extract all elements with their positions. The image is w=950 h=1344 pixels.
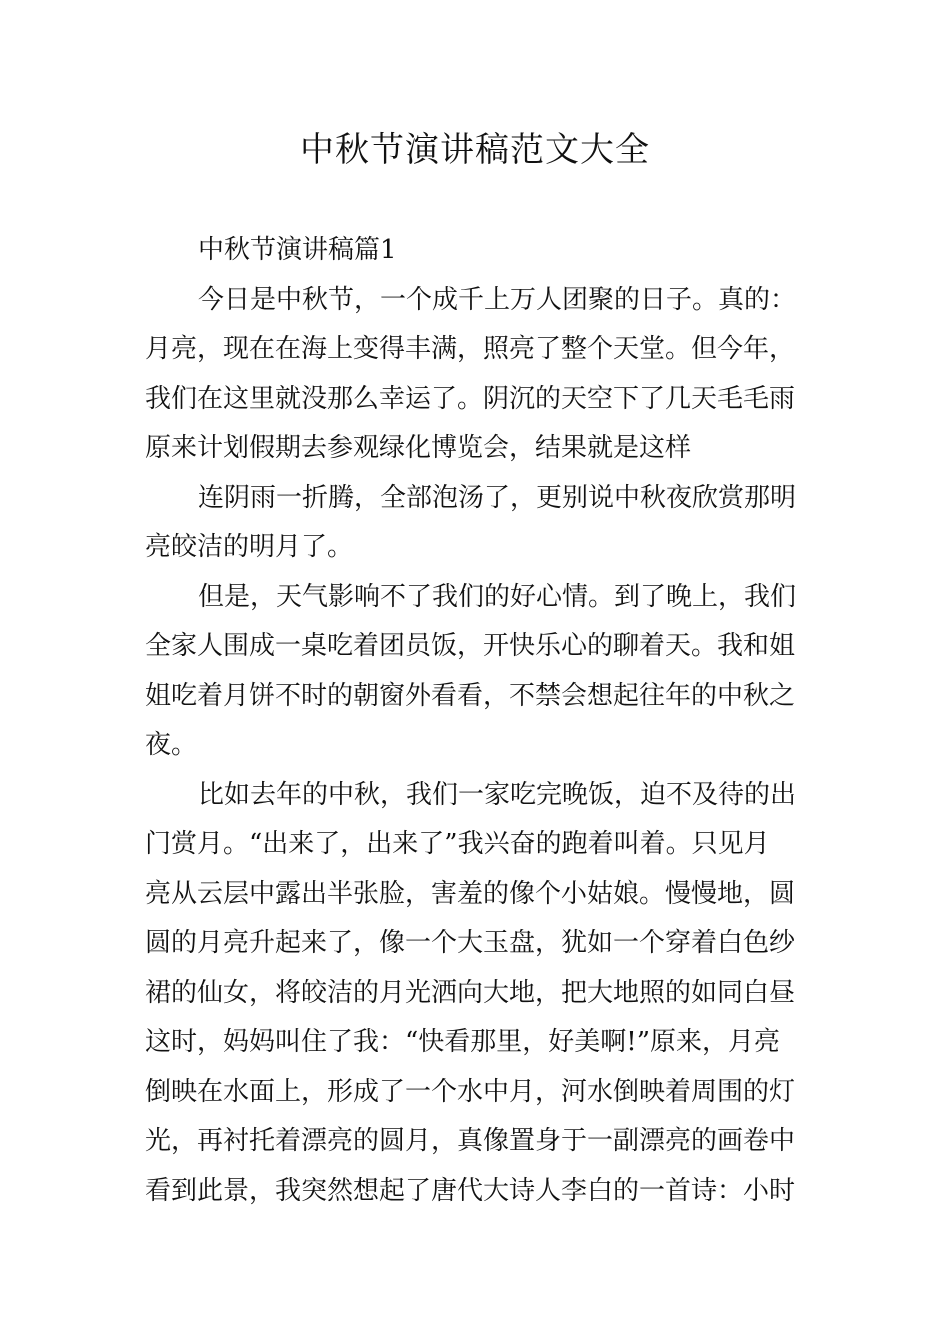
text-line: 夜。 xyxy=(145,730,198,760)
text-line: 光，再衬托着漂亮的圆月，真像置身于一副漂亮的画卷中 xyxy=(145,1126,796,1156)
section-heading: 中秋节演讲稿篇1 xyxy=(198,235,397,265)
text-line: 姐吃着月饼不时的朝窗外看看，不禁会想起往年的中秋之 xyxy=(145,680,796,711)
text-line: 裙的仙女，将皎洁的月光洒向大地，把大地照的如同白昼 xyxy=(145,977,796,1008)
text-line: 看到此景，我突然想起了唐代大诗人李白的一首诗：小时 xyxy=(145,1175,796,1206)
text-line: 我们在这里就没那么幸运了。阴沉的天空下了几天毛毛雨 xyxy=(145,383,796,414)
document-body xyxy=(145,226,805,1216)
text-line: 月亮，现在在海上变得丰满，照亮了整个天堂。但今年， xyxy=(145,334,796,364)
text-line: 亮从云层中露出半张脸，害羞的像个小姑娘。慢慢地，圆 xyxy=(145,878,796,909)
text-line: 门赏月。“出来了，出来了”我兴奋的跑着叫着。只见月 xyxy=(145,829,770,859)
text-line: 今日是中秋节，一个成千上万人团聚的日子。真的： xyxy=(198,284,797,315)
text-line: 这时，妈妈叫住了我：“快看那里，好美啊!”原来，月亮 xyxy=(145,1027,781,1057)
text-line: 倒映在水面上，形成了一个水中月，河水倒映着周围的灯 xyxy=(145,1076,796,1107)
document-title: 中秋节演讲稿范文大全 xyxy=(300,130,650,170)
text-line: 但是，天气影响不了我们的好心情。到了晚上，我们 xyxy=(198,581,797,612)
text-line: 亮皎洁的明月了。 xyxy=(145,532,354,562)
text-line: 圆的月亮升起来了，像一个大玉盘，犹如一个穿着白色纱 xyxy=(145,928,796,958)
text-line: 全家人围成一桌吃着团员饭，开快乐心的聊着天。我和姐 xyxy=(145,631,796,661)
text-line: 原来计划假期去参观绿化博览会，结果就是这样 xyxy=(145,433,692,463)
text-line: 连阴雨一折腾，全部泡汤了，更别说中秋夜欣赏那明 xyxy=(198,482,797,513)
text-line: 比如去年的中秋，我们一家吃完晚饭，迫不及待的出 xyxy=(198,779,797,810)
